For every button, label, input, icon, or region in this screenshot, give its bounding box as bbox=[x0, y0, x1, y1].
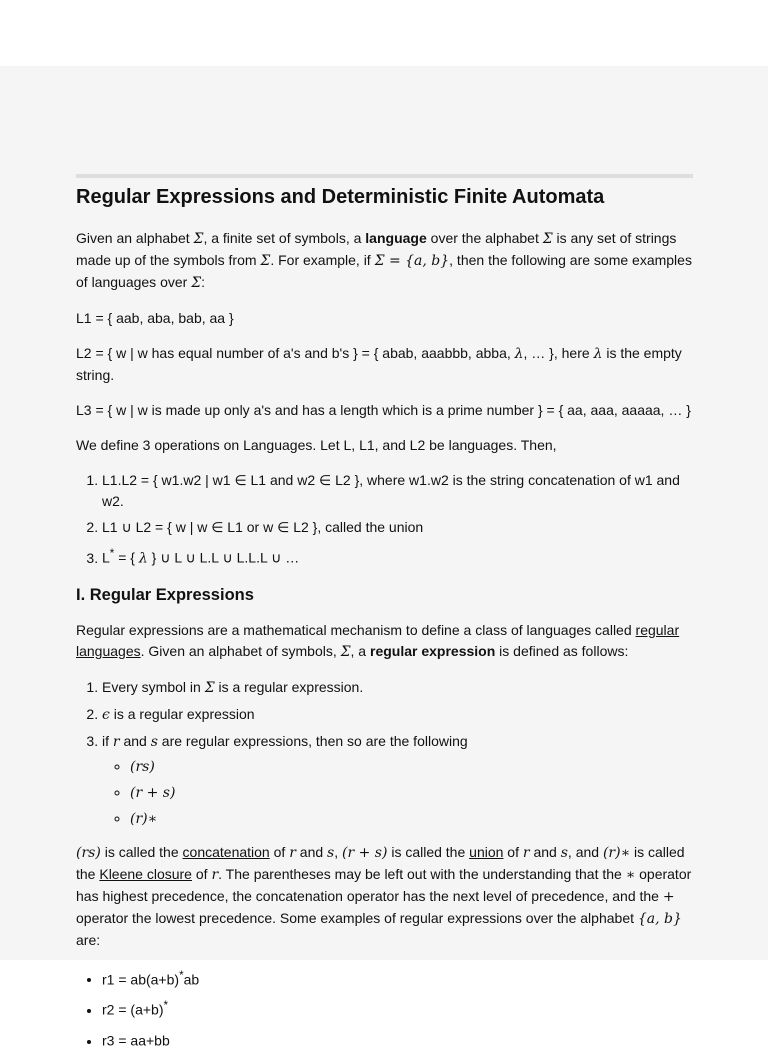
document-page bbox=[0, 66, 768, 1049]
article bbox=[76, 184, 694, 1057]
list-item: 2. L1 ∪ L2 = { w | w ∈ L1 or w ∈ L2 }, called the union bbox=[102, 517, 694, 538]
union-link[interactable]: union bbox=[469, 843, 504, 860]
operations-list bbox=[76, 470, 694, 570]
explanation-paragraph: (rs) is called the concatenation of r and s, (r + s) is called the union of r and s, and (r)∗ is called the Kleene closure of r. The parentheses may be left out with the understanding that the ∗ operator has highest precedence, the concatenation operator has the next level of precedence, and the + operator the lowest precedence. Some examples of regular expressions over the alphabet {a, b} are: bbox=[76, 843, 692, 948]
section-heading-regular-expressions: I. Regular Expressions bbox=[76, 585, 254, 604]
list-item: 1. L1.L2 = { w1.w2 | w1 ∈ L1 and w2 ∈ L2 }, where w1.w2 is the string concatenation of w1 and w2. bbox=[102, 470, 694, 512]
regex-rules-list bbox=[76, 677, 694, 830]
language-l1: L1 = { aab, aba, bab, aa } bbox=[76, 310, 234, 326]
list-item: 1. Every symbol in Σ is a regular expression. bbox=[102, 677, 694, 699]
list-item: 3. if r and s are regular expressions, then so are the following ◦ (rs) ◦ (r + s) ◦ (r)∗ bbox=[102, 731, 694, 830]
list-item: 3. L* = { λ } ∪ L ∪ L.L ∪ L.L.L ∪ … bbox=[102, 543, 694, 570]
term-regular-expression: regular expression bbox=[370, 642, 496, 659]
list-item: • r3 = aa+bb bbox=[102, 1026, 694, 1052]
list-item: ◦ (r)∗ bbox=[130, 809, 694, 830]
examples-list bbox=[76, 965, 694, 1052]
list-item: ◦ (rs) bbox=[130, 757, 694, 778]
language-l3: L3 = { w | w is made up only a's and has a length which is a prime number } = { aa, aaa, aaaaa, … } bbox=[76, 402, 691, 418]
intro-paragraph: Given an alphabet Σ, a finite set of symbols, a language over the alphabet Σ is any set of strings made up of the symbols from Σ. For example, if Σ = {a, b}, then the following are some examples of languages over Σ: bbox=[76, 230, 692, 291]
header-divider bbox=[76, 174, 693, 178]
list-item: • r2 = (a+b)* bbox=[102, 995, 694, 1021]
sub-list bbox=[102, 757, 694, 830]
language-l2: L2 = { w | w has equal number of a's and b's } = { abab, aaabbb, abba, λ, … }, here λ is the empty string. bbox=[76, 345, 682, 383]
kleene-closure-link[interactable]: Kleene closure bbox=[99, 865, 192, 882]
list-item: 2. ϵ is a regular expression bbox=[102, 704, 694, 726]
regex-intro-paragraph: Regular expressions are a mathematical mechanism to define a class of languages called regular languages. Given an alphabet of symbols, Σ, a regular expression is defined as follows: bbox=[76, 621, 680, 660]
concatenation-link[interactable]: concatenation bbox=[182, 843, 270, 860]
list-item: • r1 = ab(a+b)*ab bbox=[102, 965, 694, 991]
list-item: ◦ (r + s) bbox=[130, 783, 694, 804]
regular-languages-link[interactable]: regular languages bbox=[76, 621, 680, 659]
page-title: Regular Expressions and Deterministic Finite Automata bbox=[76, 186, 605, 208]
operations-intro: We define 3 operations on Languages. Let L, L1, and L2 be languages. Then, bbox=[76, 437, 557, 453]
term-language: language bbox=[365, 230, 427, 246]
